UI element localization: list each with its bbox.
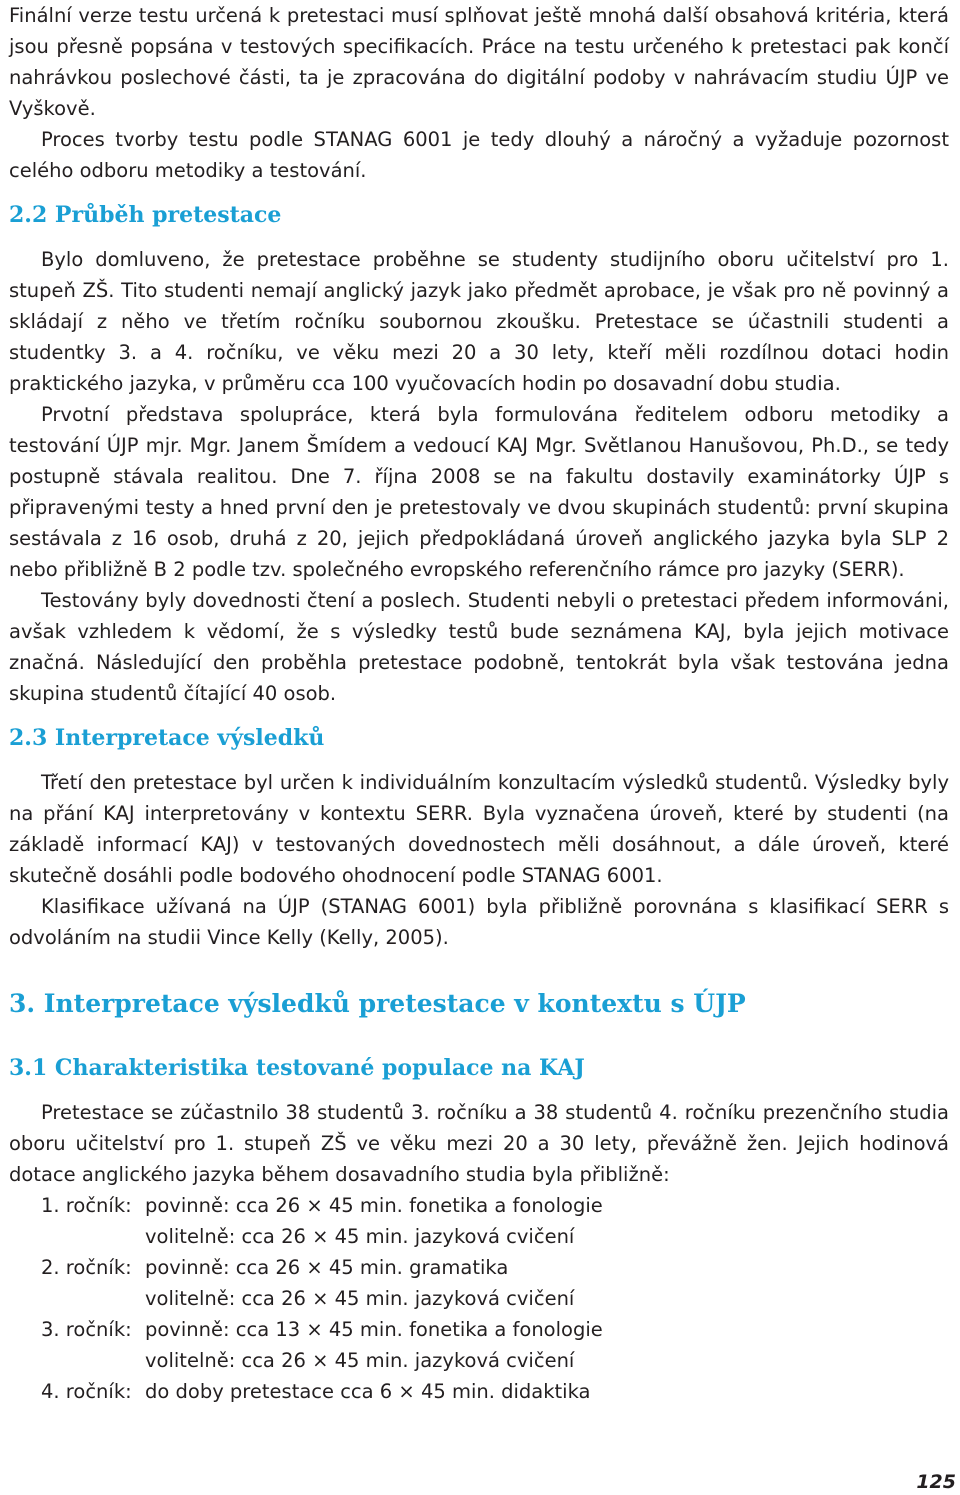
list-item <box>9 1252 949 1283</box>
chapter-heading-3: 3. Interpretace výsledků pretestace v kontextu s ÚJP <box>9 989 746 1018</box>
paragraph-2-3-1: Třetí den pretestace byl určen k individuálním konzultacím výsledků studentů. Výsledky byly na přání KAJ interpretovány v kontextu SERR. Byla vyznačena úroveň, které by studenti (na základě informací KAJ) v testovaných dovednostech měli dosáhnout, a dále úroveň, které skutečně dosáhli podle bodového ohodnocení podle STANAG 6001. <box>9 771 949 887</box>
list-item-year: 1. ročník: <box>41 1194 132 1217</box>
list-item-text: povinně: cca 26 × 45 min. gramatika <box>145 1256 509 1279</box>
list-item-year <box>9 1345 145 1376</box>
section-heading-2-3: 2.3 Interpretace výsledků <box>9 725 325 751</box>
list-item <box>9 1190 949 1221</box>
paragraph-intro-2: Proces tvorby testu podle STANAG 6001 je tedy dlouhý a náročný a vyžaduje pozornost celého odboru metodiky a testování. <box>9 128 949 182</box>
paragraph-2-2-2: Prvotní představa spolupráce, která byla formulována ředitelem odboru metodiky a testování ÚJP mjr. Mgr. Janem Šmídem a vedoucí KAJ Mgr. Světlanou Hanušovou, Ph.D., se tedy postupně stávala realitou. Dne 7. října 2008 se na fakultu dostavily examinátorky ÚJP s připravenými testy a hned první den je pretestovaly ve dvou skupinách studentů: první skupina sestávala z 16 osob, druhá z 20, jejich předpokládaná úroveň anglického jazyka byla SLP 2 nebo přibližně B 2 podle tzv. společného evropského referenčního rámce pro jazyky (SERR). <box>9 403 949 581</box>
list-item-text: povinně: cca 13 × 45 min. fonetika a fonologie <box>145 1318 603 1341</box>
list-item-year: 3. ročník: <box>41 1318 132 1341</box>
section-heading-3-1: 3.1 Charakteristika testované populace na KAJ <box>9 1055 585 1081</box>
list-item <box>9 1345 949 1376</box>
list-item <box>9 1376 949 1407</box>
list-item-year: 2. ročník: <box>41 1256 132 1279</box>
list-item-text: volitelně: cca 26 × 45 min. jazyková cvičení <box>145 1349 575 1372</box>
hours-list <box>9 1190 949 1407</box>
paragraph-intro-1: Finální verze testu určená k pretestaci musí splňovat ještě mnohá další obsahová kritéria, která jsou přesně popsána v testových specifikacích. Práce na testu určeného k pretestaci pak končí nahrávkou poslechové části, ta je zpracována do digitální podoby v nahrávacím studiu ÚJP ve Vyškově. <box>9 4 949 120</box>
list-item-text: volitelně: cca 26 × 45 min. jazyková cvičení <box>145 1287 575 1310</box>
list-item-year: 4. ročník: <box>41 1380 132 1403</box>
paragraph-2-2-1: Bylo domluveno, že pretestace proběhne se studenty studijního oboru učitelství pro 1. stupeň ZŠ. Tito studenti nemají anglický jazyk jako předmět aprobace, je však pro ně povinný a skládají z něho ve třetím ročníku soubornou zkoušku. Pretestace se účastnili studenti a studentky 3. a 4. ročníku, ve věku mezi 20 a 30 lety, kteří měli rozdílnou dotaci hodin praktického jazyka, v průměru cca 100 vyučovacích hodin po dosavadní dobu studia. <box>9 248 949 395</box>
document-page <box>9 0 949 1407</box>
list-item-text: povinně: cca 26 × 45 min. fonetika a fonologie <box>145 1194 603 1217</box>
paragraph-3-1: Pretestace se zúčastnilo 38 studentů 3. ročníku a 38 studentů 4. ročníku prezenčního studia oboru učitelství pro 1. stupeň ZŠ ve věku mezi 20 a 30 lety, převážně žen. Jejich hodinová dotace anglického jazyka během dosavadního studia byla přibližně: <box>9 1101 949 1186</box>
list-item <box>9 1221 949 1252</box>
paragraph-2-2-3: Testovány byly dovednosti čtení a poslech. Studenti nebyli o pretestaci předem informováni, avšak vzhledem k vědomí, že s výsledky testů bude seznámena KAJ, byla jejich motivace značná. Následující den proběhla pretestace podobně, tentokrát byla však testována jedna skupina studentů čítající 40 osob. <box>9 589 949 705</box>
section-heading-2-2: 2.2 Průběh pretestace <box>9 202 282 228</box>
paragraph-2-3-2: Klasifikace užívaná na ÚJP (STANAG 6001) byla přibližně porovnána s klasifikací SERR s odvoláním na studii Vince Kelly (Kelly, 2005). <box>9 895 949 949</box>
list-item <box>9 1314 949 1345</box>
list-item <box>9 1283 949 1314</box>
list-item-text: do doby pretestace cca 6 × 45 min. didaktika <box>145 1380 591 1403</box>
page-number: 125 <box>916 1471 956 1493</box>
list-item-text: volitelně: cca 26 × 45 min. jazyková cvičení <box>145 1225 575 1248</box>
list-item-year <box>9 1283 145 1314</box>
list-item-year <box>9 1221 145 1252</box>
